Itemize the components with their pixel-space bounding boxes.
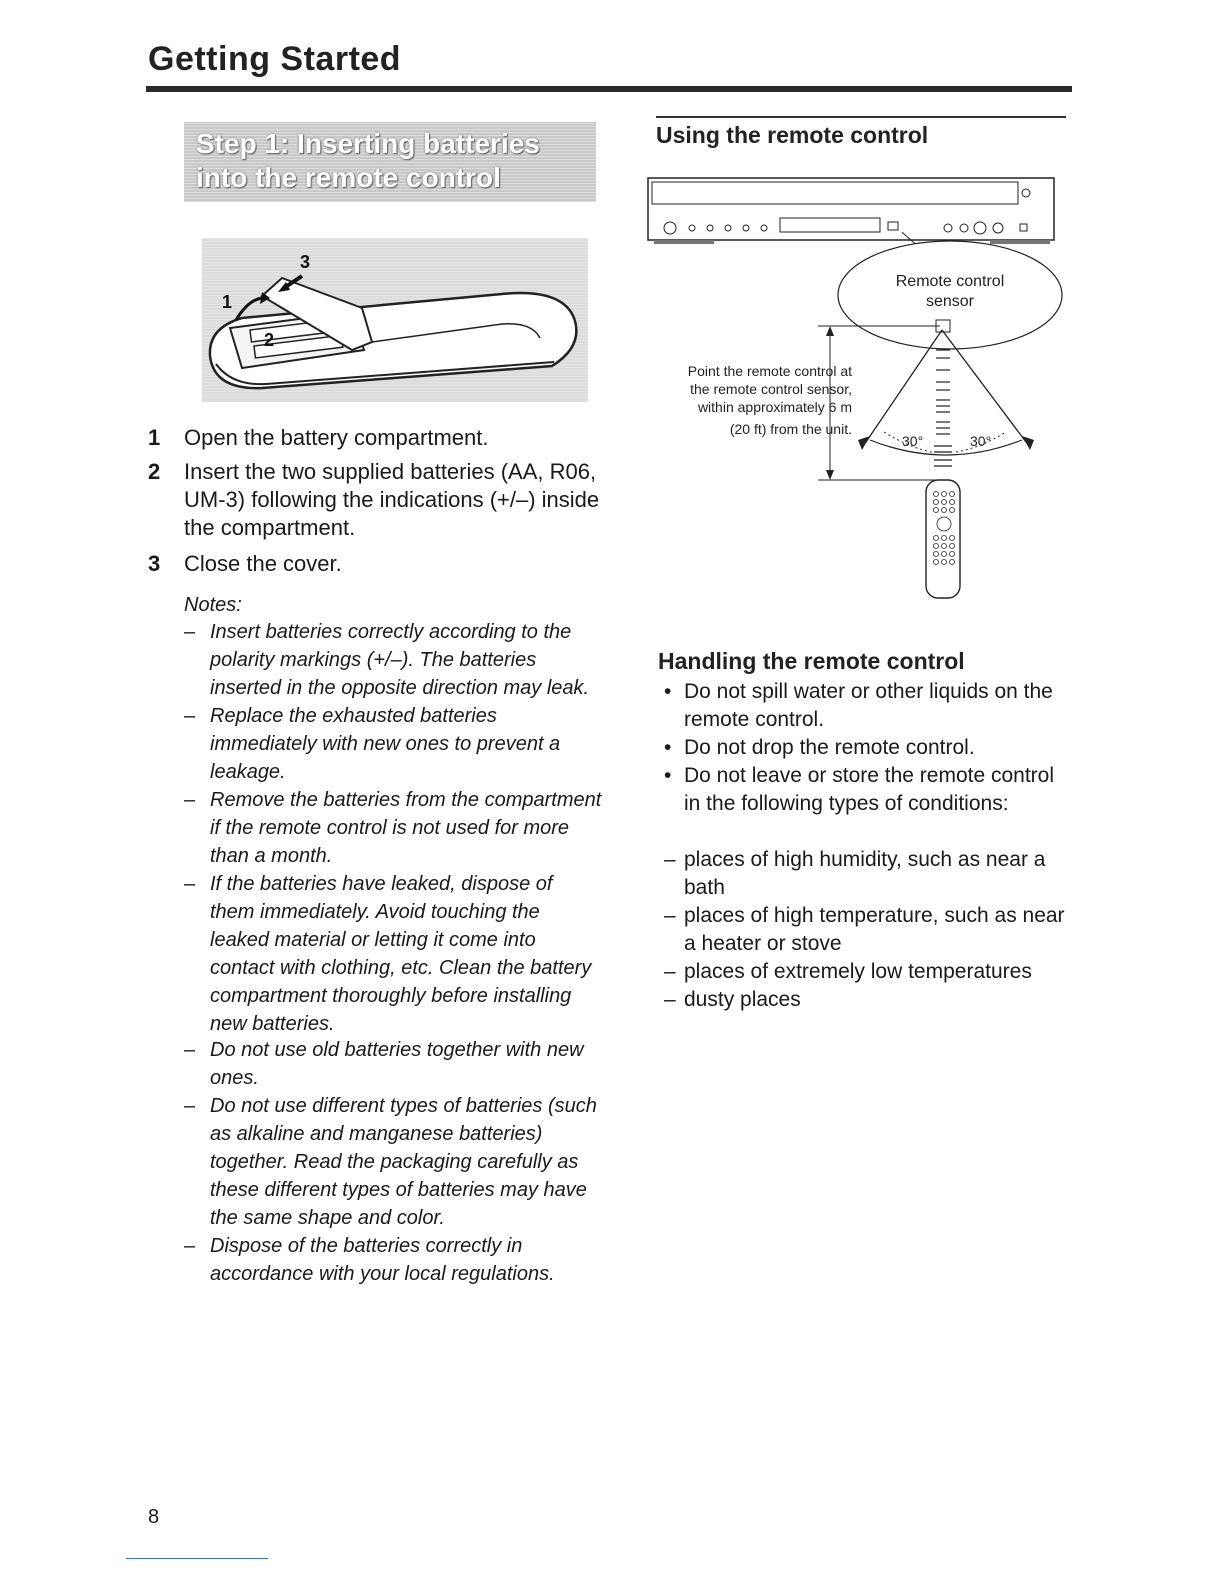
note-dash: – xyxy=(184,789,196,811)
handling-text: places of high temperature, such as near a heater or stove xyxy=(684,904,1065,955)
step-text: Open the battery compartment. xyxy=(184,425,489,450)
callout-2: 2 xyxy=(264,330,275,350)
cone-arrow-right xyxy=(1022,436,1034,450)
sensor-label-line-1: Remote control xyxy=(895,273,1005,290)
cone-left-edge xyxy=(866,330,942,442)
instruction-line-4: (20 ft) from the unit. xyxy=(729,421,852,437)
handling-text: places of high humidity, such as near a bath xyxy=(684,848,1046,899)
note-text: Remove the batteries from the compartment if the remote control is not used for more than a month. xyxy=(210,789,602,867)
using-remote-heading: Using the remote control xyxy=(656,122,929,148)
sensor-window xyxy=(888,222,898,230)
note-dash: – xyxy=(184,1235,196,1257)
distance-arrow-down xyxy=(826,470,834,480)
disc-tray xyxy=(652,182,1018,204)
dash-mark: – xyxy=(664,960,676,983)
distance-arrow-up xyxy=(826,326,834,336)
note-text: If the batteries have leaked, dispose of them immediately. Avoid touching the leaked material or letting it come into contact with clothing, etc. Clean the battery compartment thoroughly before installing new batteries. xyxy=(210,873,592,1035)
handling-heading: Handling the remote control xyxy=(658,648,965,674)
step-banner-line-2: into the remote control xyxy=(196,162,501,193)
sensor-label-line-2: sensor xyxy=(925,293,975,310)
note-text: Do not use different types of batteries (such as alkaline and manganese batteries) together. Read the packaging carefully as these different types of batteries may have the same shape and color. xyxy=(210,1095,597,1229)
footer-rule xyxy=(126,1558,268,1559)
handling-text: Do not leave or store the remote control in the following types of conditions: xyxy=(684,764,1055,815)
note-dash: – xyxy=(184,1095,196,1117)
handling-text: places of extremely low temperatures xyxy=(684,960,1032,983)
step-number: 3 xyxy=(148,551,161,576)
callout-3: 3 xyxy=(300,252,311,272)
player-foot-right xyxy=(990,240,1050,244)
step-number: 1 xyxy=(148,425,161,450)
step-text: Insert the two supplied batteries (AA, R06, UM-3) following the indications (+/–) inside the compartment. xyxy=(184,459,600,540)
note-dash: – xyxy=(184,705,196,727)
step-text: Close the cover. xyxy=(184,551,342,576)
step-banner xyxy=(184,122,596,202)
note-dash: – xyxy=(184,1039,196,1061)
section-rule xyxy=(656,116,1066,118)
page-number: 8 xyxy=(148,1506,160,1528)
player-foot-left xyxy=(654,240,714,244)
battery-insertion-illustration xyxy=(202,238,588,402)
note-dash: – xyxy=(184,621,196,643)
dash-mark: – xyxy=(664,904,676,927)
notes-heading: Notes: xyxy=(184,594,242,616)
bullet-mark: • xyxy=(664,764,672,787)
page-title: Getting Started xyxy=(148,40,402,78)
handling-text: dusty places xyxy=(684,988,801,1011)
handling-text: Do not spill water or other liquids on the remote control. xyxy=(684,680,1053,731)
instruction-line-3: within approximately 6 m xyxy=(697,399,852,415)
dash-mark: – xyxy=(664,988,676,1011)
note-text: Replace the exhausted batteries immediately with new ones to prevent a leakage. xyxy=(210,705,561,783)
ir-beam xyxy=(934,350,952,466)
handheld-remote xyxy=(926,480,960,598)
step-banner-line-1: Step 1: Inserting batteries xyxy=(196,128,540,159)
title-rule xyxy=(146,86,1072,92)
note-dash: – xyxy=(184,873,196,895)
handling-text: Do not drop the remote control. xyxy=(684,736,975,759)
bullet-mark: • xyxy=(664,736,672,759)
note-text: Insert batteries correctly according to the polarity markings (+/–). The batteries inserted in the opposite direction may leak. xyxy=(210,621,590,699)
remote-sensor-diagram xyxy=(640,170,1070,610)
bullet-mark: • xyxy=(664,680,672,703)
note-text: Do not use old batteries together with new ones. xyxy=(210,1039,584,1089)
display-window xyxy=(780,218,880,232)
dash-mark: – xyxy=(664,848,676,871)
note-text: Dispose of the batteries correctly in accordance with your local regulations. xyxy=(210,1235,555,1285)
step-number: 2 xyxy=(148,459,161,484)
cone-arc xyxy=(870,440,1022,455)
angle-label-right: 30° xyxy=(970,433,992,449)
instruction-line-2: the remote control sensor, xyxy=(690,381,852,397)
instruction-line-1: Point the remote control at xyxy=(687,363,852,379)
cone-arrow-left xyxy=(858,436,870,450)
angle-label-left: 30° xyxy=(902,433,924,449)
callout-1: 1 xyxy=(222,292,233,312)
